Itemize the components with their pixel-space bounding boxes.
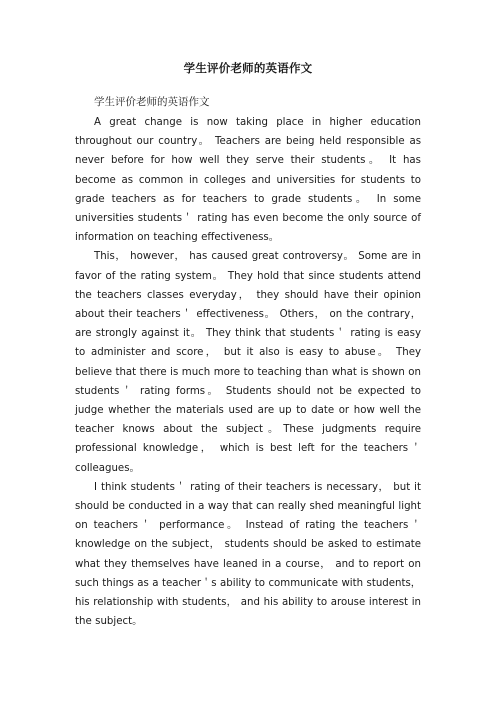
paragraph: I think students＇ rating of their teachers is necessary， but it should be conducted in a way that can really shed meaningful light on teachers＇ performance。 Instead of rating the teachers＇ knowledge on the subject， students should be asked to estimate what they themselves have leaned in a course， and to report on such things as a teacher＇s ability to communicate with students， his relationship with students， and his ability to arouse interest in the subject。 <box>75 481 421 628</box>
page-title: 学生评价老师的英语作文 <box>183 61 313 75</box>
paragraph: This， however， has caused great controversy。 Some are in favor of the rating system。 They hold that since students attend the teachers classes everyday， they should have their opinion about their teachers＇ effectiveness。 Others， on the contrary， are strongly against it。 They think that students＇ rating is easy to administer and score， but it also is easy to abuse。 They believe that there is much more to teaching than what is shown on students＇ rating forms。 Students should not be expected to judge whether the materials used are up to date or how well the teacher knows about the subject。These judgments require professional knowledge， which is best left for the teachers＇ colleagues。 <box>75 251 421 474</box>
paragraph: A great change is now taking place in higher education throughout our country。 Teachers are being held responsible as never before for how well they serve their students。 It has become as common in colleges and universities for students to grade teachers as for teachers to grade students。 In some universities students＇ rating has even become the only source of information on teaching effectiveness。 <box>75 117 421 244</box>
essay-body <box>75 113 421 631</box>
document-subtitle: 学生评价老师的英语作文 <box>94 96 210 108</box>
